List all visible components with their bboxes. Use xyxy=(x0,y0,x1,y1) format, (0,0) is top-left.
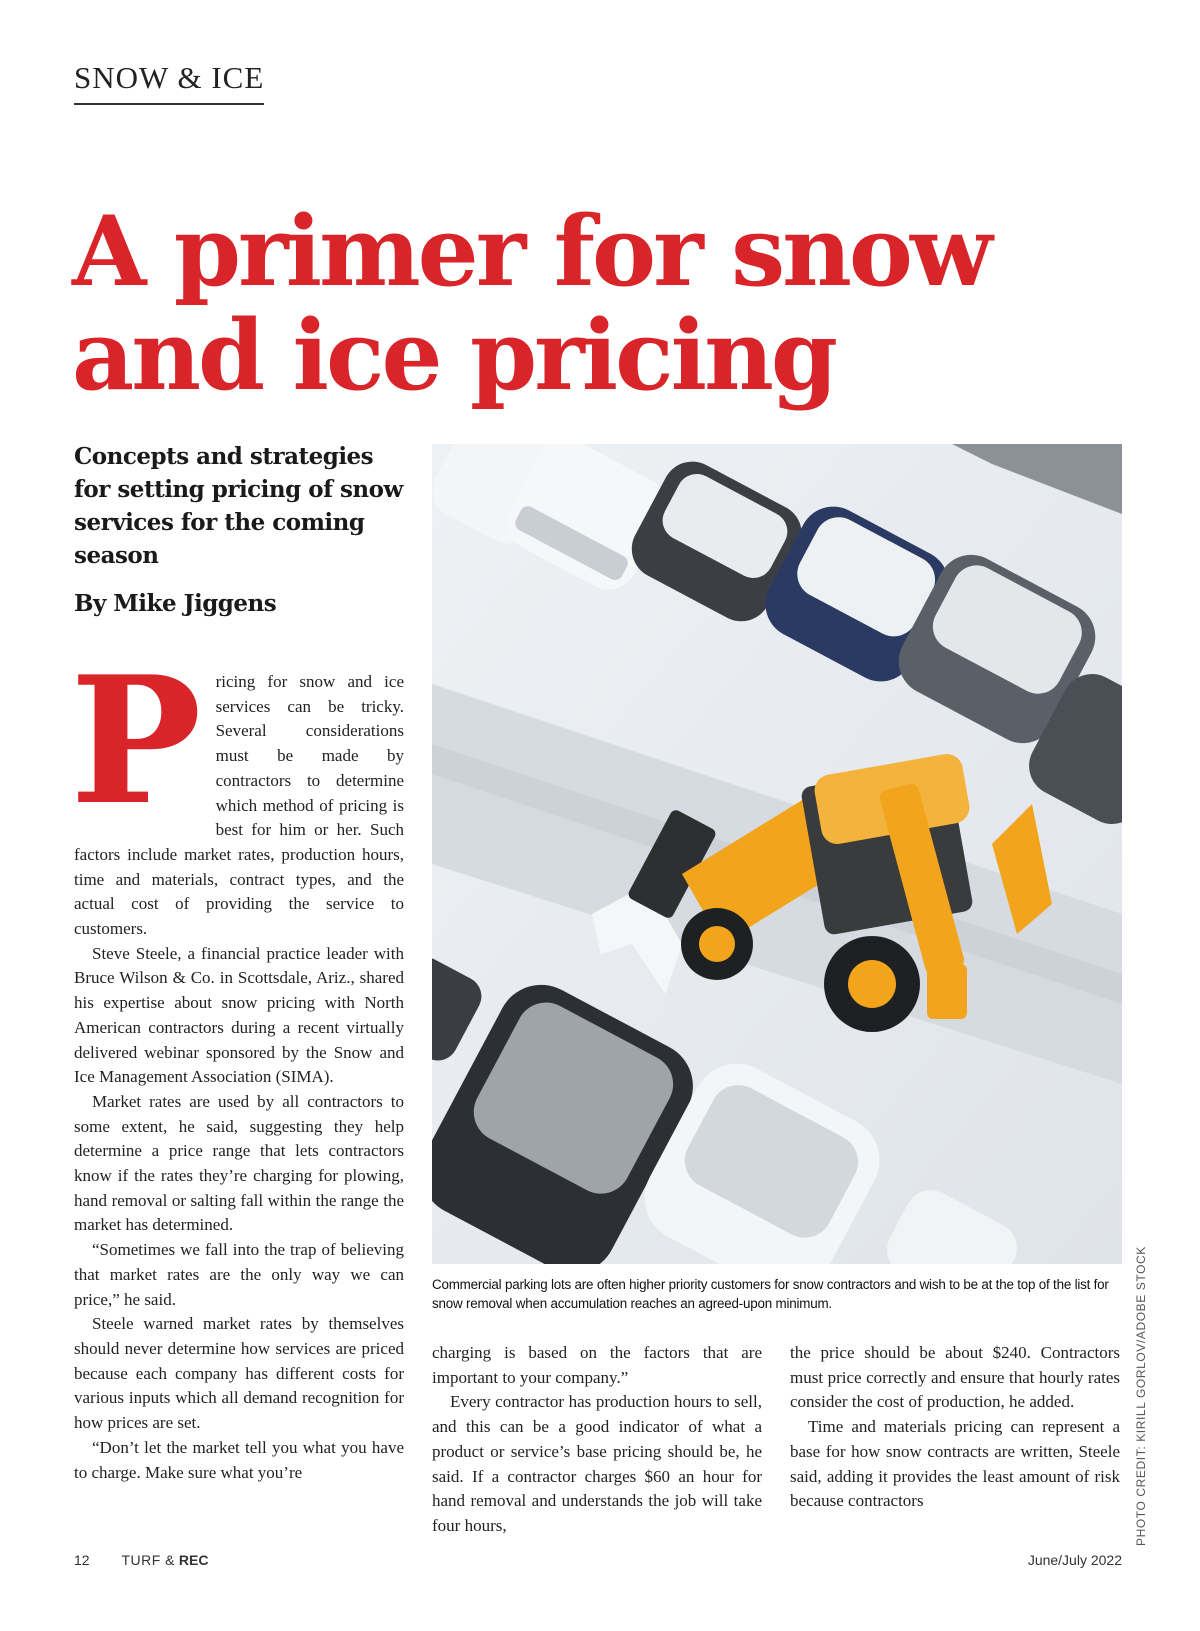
article-column-1 xyxy=(70,639,404,1485)
issue-date: June/July 2022 xyxy=(1027,1552,1122,1568)
section-label: SNOW & ICE xyxy=(74,62,264,105)
article-column-3 xyxy=(790,1341,1120,1514)
lead-text: ricing for snow and ice services can be tricky. Several considerations must be made by contractors to determine which method of pricing is best for him or her. Such factors include market rates, production hours, time and materials, contract types, and the actual cost of providing the service to customers. xyxy=(74,672,404,939)
snow-plow-photo xyxy=(432,444,1122,1264)
photo-illustration xyxy=(432,444,1122,1264)
body-paragraph: the price should be about $240. Contractors must price correctly and ensure that hourly rates consider the cost of production, he added. xyxy=(790,1343,1120,1412)
body-paragraph: Market rates are used by all contractors to some extent, he said, suggesting they help determine a price range that lets contractors know if the rates they’re charging for plowing, hand removal or salting fall within the range the market has determined. xyxy=(74,1091,404,1235)
headline: A primer for snow and ice pricing xyxy=(72,195,990,412)
page-number: 12 xyxy=(74,1552,90,1568)
body-paragraph: Time and materials pricing can represent a base for how snow contracts are written, Steele said, adding it provides the least amount of risk because contractors xyxy=(790,1417,1120,1511)
photo-credit: PHOTO CREDIT: KIRILL GORLOV/ADOBE STOCK xyxy=(1134,1246,1148,1546)
body-paragraph: “Sometimes we fall into the trap of believing that market rates are the only way we can price,” he said. xyxy=(74,1240,404,1309)
magazine-name: TURF & xyxy=(121,1552,176,1568)
article-column-2 xyxy=(432,1341,762,1539)
drop-cap: P xyxy=(70,639,202,844)
deck-subheading: Concepts and strategies for setting pricing of snow services for the coming season xyxy=(74,443,403,569)
photo-caption: Commercial parking lots are often higher priority customers for snow contractors and wish to be at the top of the list for snow removal when accumulation reaches an agreed-upon minimum. xyxy=(432,1277,1109,1311)
body-paragraph: Every contractor has production hours to sell, and this can be a good indicator of what a product or service’s base pricing should be, he said. If a contractor charges $60 an hour for hand removal and understands the job will take four hours, xyxy=(432,1392,762,1535)
body-paragraph: charging is based on the factors that are important to your company.” xyxy=(432,1343,762,1387)
magazine-name-bold: REC xyxy=(178,1552,209,1568)
body-paragraph: Steele warned market rates by themselves should never determine how services are priced because each company has different costs for various inputs which all demand recognition for how prices are set. xyxy=(74,1314,404,1433)
byline: By Mike Jiggens xyxy=(74,590,277,617)
body-paragraph: “Don’t let the market tell you what you have to charge. Make sure what you’re xyxy=(74,1437,404,1482)
lead-paragraph xyxy=(70,639,404,942)
body-paragraph: Steve Steele, a financial practice leader with Bruce Wilson & Co. in Scottsdale, Ariz., shared his expertise about snow pricing with North American contractors during a recent virtually delivered webinar sponsored by the Snow and Ice Management Association (SIMA). xyxy=(74,943,404,1087)
folio-left xyxy=(74,1552,208,1568)
